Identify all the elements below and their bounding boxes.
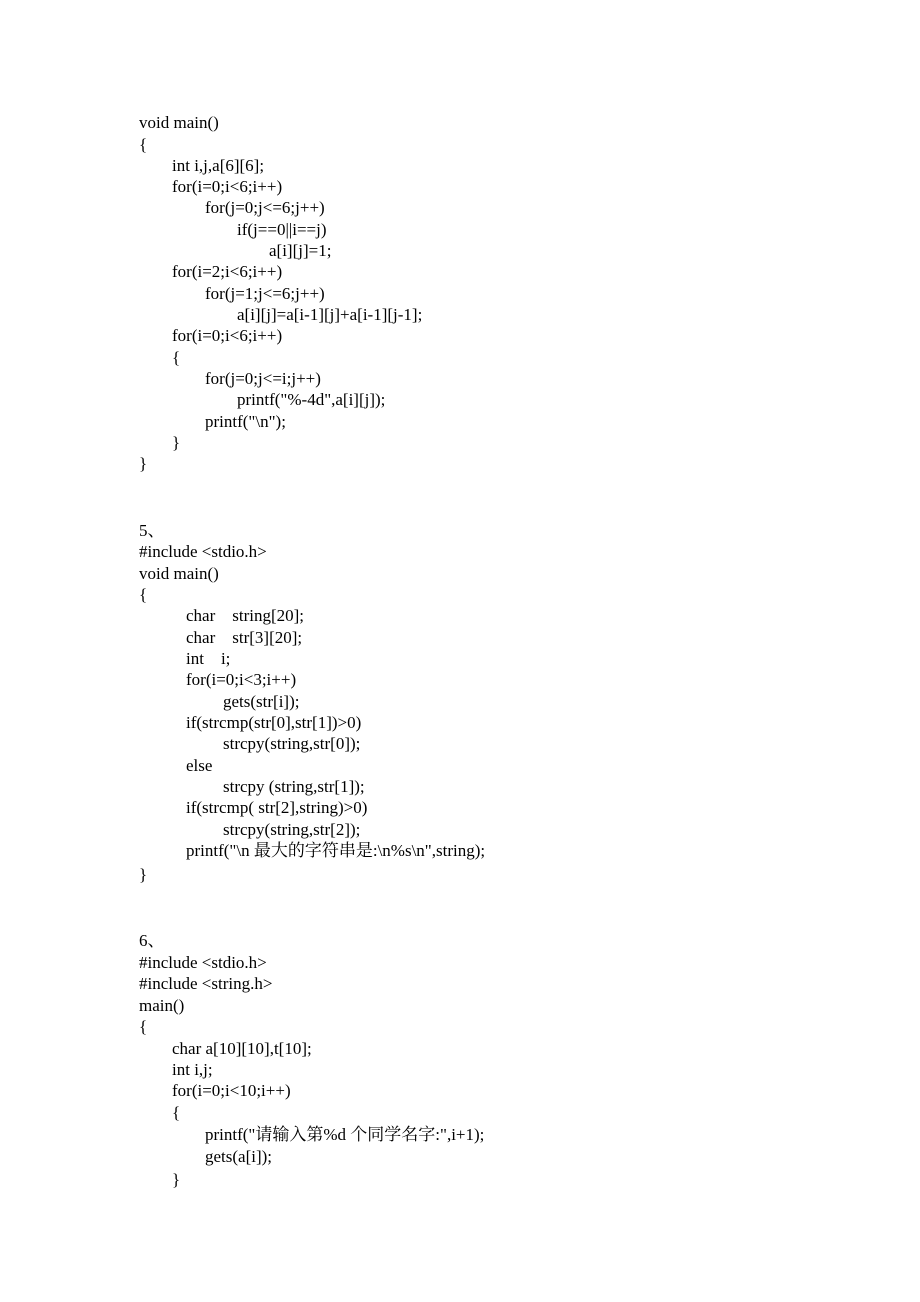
code-line: { [139, 585, 148, 604]
code-line: gets(a[i]); [205, 1147, 273, 1166]
code-line: for(j=1;j<=6;j++) [205, 284, 325, 303]
code-line: for(i=2;i<6;i++) [172, 262, 283, 281]
code-line: char a[10][10],t[10]; [172, 1039, 312, 1058]
code-line: } [139, 865, 148, 884]
code-line: char string[20]; [186, 606, 305, 625]
code-line: { [172, 1103, 181, 1122]
code-line: a[i][j]=a[i-1][j]+a[i-1][j-1]; [237, 305, 423, 324]
code-line: #include <stdio.h> [139, 542, 267, 561]
code-line: else [186, 756, 213, 775]
code-line: main() [139, 996, 185, 1015]
code-line: for(j=0;j<=i;j++) [205, 369, 321, 388]
section-number: 6、 [139, 931, 165, 950]
code-line: { [139, 135, 148, 154]
code-line: if(strcmp(str[0],str[1])>0) [186, 713, 362, 732]
code-line: int i,j,a[6][6]; [172, 156, 265, 175]
code-line: printf("请输入第%d 个同学名字:",i+1); [205, 1125, 485, 1144]
code-line: int i,j; [172, 1060, 213, 1079]
code-line: if(j==0||i==j) [237, 220, 327, 239]
code-line: char str[3][20]; [186, 628, 303, 647]
code-line: void main() [139, 113, 219, 132]
code-line: strcpy(string,str[2]); [223, 820, 361, 839]
code-line: printf("\n 最大的字符串是:\n%s\n",string); [186, 841, 486, 860]
code-line: for(i=0;i<3;i++) [186, 670, 297, 689]
section-number: 5、 [139, 521, 165, 540]
code-line: for(i=0;i<6;i++) [172, 177, 283, 196]
code-line: a[i][j]=1; [269, 241, 332, 260]
code-line: #include <string.h> [139, 974, 273, 993]
code-line: for(i=0;i<10;i++) [172, 1081, 291, 1100]
code-line: gets(str[i]); [223, 692, 300, 711]
code-line: #include <stdio.h> [139, 953, 267, 972]
code-line: } [139, 454, 148, 473]
code-line: strcpy(string,str[0]); [223, 734, 361, 753]
code-line: { [172, 348, 181, 367]
code-line: for(j=0;j<=6;j++) [205, 198, 325, 217]
code-line: for(i=0;i<6;i++) [172, 326, 283, 345]
code-line: if(strcmp( str[2],string)>0) [186, 798, 368, 817]
code-line: int i; [186, 649, 231, 668]
code-line: printf("\n"); [205, 412, 286, 431]
code-line: } [172, 1170, 181, 1189]
code-line: } [172, 433, 181, 452]
code-line: printf("%-4d",a[i][j]); [237, 390, 386, 409]
code-line: void main() [139, 564, 219, 583]
code-line: strcpy (string,str[1]); [223, 777, 365, 796]
code-line: { [139, 1017, 148, 1036]
